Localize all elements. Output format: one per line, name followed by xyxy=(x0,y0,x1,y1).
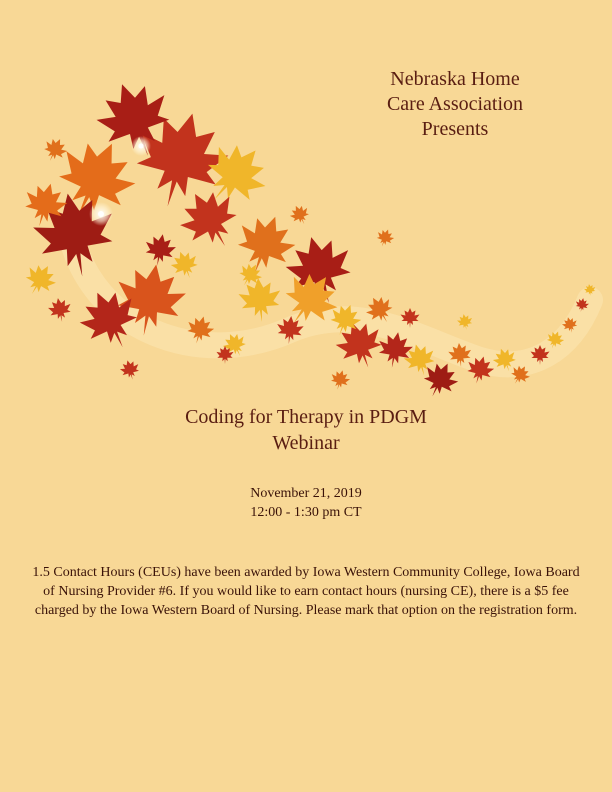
header-line-3: Presents xyxy=(421,118,489,140)
event-time: 12:00 - 1:30 pm CT xyxy=(250,505,362,520)
event-title-line-2: Webinar xyxy=(272,432,340,454)
header-line-1: Nebraska Home xyxy=(390,68,520,90)
contact-hours-notice: 1.5 Contact Hours (CEUs) have been awarded by Iowa Western Community College, Iowa Board of Nursing Provider #6. If you would like to earn contact hours (nursing CE), there is a $5 fee charged by the Iowa Western Board of Nursing. Please mark that option on the registration form. xyxy=(32,565,580,618)
event-datetime xyxy=(0,484,612,522)
event-title-line-1: Coding for Therapy in PDGM xyxy=(185,406,427,428)
header-line-2: Care Association xyxy=(386,93,524,115)
event-title xyxy=(0,404,612,456)
organization-header xyxy=(350,67,560,142)
event-date: November 21, 2019 xyxy=(250,486,362,501)
